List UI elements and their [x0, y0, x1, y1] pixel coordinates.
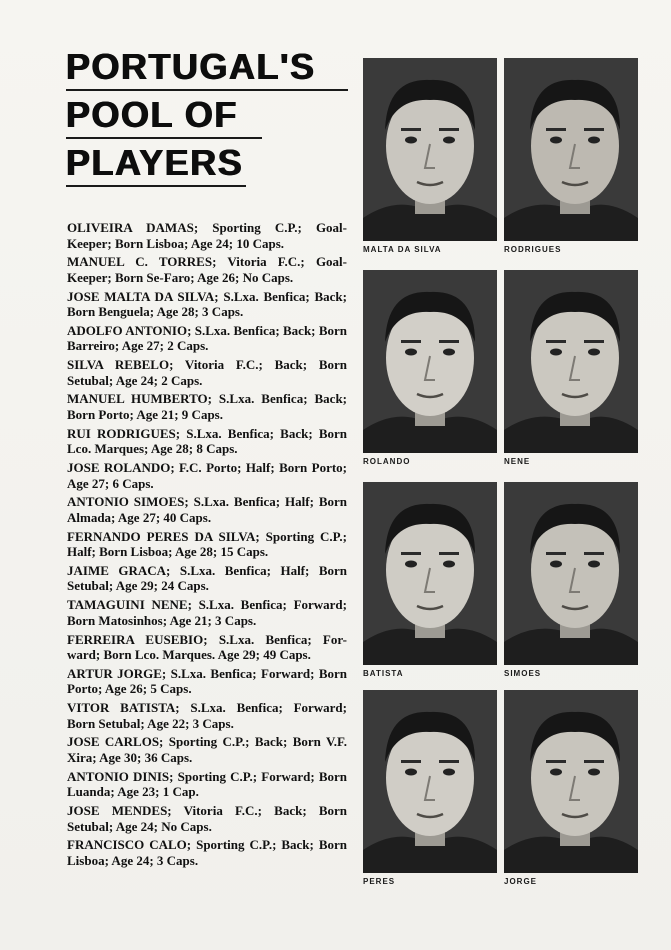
player-photo-card: [504, 58, 638, 254]
portrait-illustration: [363, 482, 497, 665]
player-list: [67, 220, 347, 872]
page-heading: [66, 48, 348, 192]
photo-caption: NENE: [504, 457, 531, 466]
player-photo: [504, 482, 638, 665]
eyebrow-shape: [401, 552, 421, 555]
player-entry: ADOLFO ANTONIO; S.Lxa. Benfica; Back; Born Barreiro; Age 27; 2 Caps.: [67, 322, 347, 354]
player-entry: JAIME GRACA; S.Lxa. Benfica; Half; Born Setubal; Age 29; 24 Caps.: [67, 562, 347, 594]
eye-shape: [588, 349, 600, 356]
eye-shape: [405, 769, 417, 776]
portrait-illustration: [363, 690, 497, 873]
eye-shape: [443, 561, 455, 568]
player-entry: MANUEL C. TORRES; Vitoria F.C.; Goal-Keeper; Born Se-Faro; Age 26; No Caps.: [67, 254, 347, 285]
photo-caption: BATISTA: [363, 669, 404, 678]
portrait-illustration: [504, 58, 638, 241]
player-entry: SILVA REBELO; Vitoria F.C.; Back; Born Setubal; Age 24; 2 Caps.: [67, 357, 347, 388]
photo-caption: MALTA DA SILVA: [363, 245, 442, 254]
player-photo-card: [363, 270, 497, 466]
player-entry: JOSE MALTA DA SILVA; S.Lxa. Benfica; Back; Born Benguela; Age 28; 3 Caps.: [67, 288, 347, 320]
eye-shape: [550, 561, 562, 568]
photo-caption: RODRIGUES: [504, 245, 562, 254]
heading-line-3: PLAYERS: [66, 142, 244, 183]
player-entry: JOSE CARLOS; Sporting C.P.; Back; Born V.F. Xira; Age 30; 36 Caps.: [67, 734, 347, 765]
eye-shape: [550, 137, 562, 144]
portrait-illustration: [363, 58, 497, 241]
eye-shape: [550, 769, 562, 776]
player-photo: [504, 270, 638, 453]
photo-caption: ROLANDO: [363, 457, 411, 466]
portrait-illustration: [504, 482, 638, 665]
eyebrow-shape: [401, 128, 421, 131]
eye-shape: [588, 137, 600, 144]
player-photo: [363, 58, 497, 241]
heading-rule-1: [66, 89, 348, 91]
eye-shape: [443, 137, 455, 144]
player-entry: ANTONIO SIMOES; S.Lxa. Benfica; Half; Born Almada; Age 27; 40 Caps.: [67, 494, 347, 525]
player-entry: JOSE ROLANDO; F.C. Porto; Half; Born Porto; Age 27; 6 Caps.: [67, 460, 347, 491]
player-photo: [363, 690, 497, 873]
player-entry: OLIVEIRA DAMAS; Sporting C.P.; Goal-Keeper; Born Lisboa; Age 24; 10 Caps.: [67, 220, 347, 251]
eyebrow-shape: [584, 760, 604, 763]
eye-shape: [443, 349, 455, 356]
player-photo: [504, 690, 638, 873]
player-entry: VITOR BATISTA; S.Lxa. Benfica; Forward; Born Setubal; Age 22; 3 Caps.: [67, 700, 347, 731]
player-entry: ARTUR JORGE; S.Lxa. Benfica; Forward; Born Porto; Age 26; 5 Caps.: [67, 665, 347, 697]
player-entry: FERREIRA EUSEBIO; S.Lxa. Benfica; For-ward; Born Lco. Marques. Age 29; 49 Caps.: [67, 631, 347, 663]
player-entry: RUI RODRIGUES; S.Lxa. Benfica; Back; Born Lco. Marques; Age 28; 8 Caps.: [67, 425, 347, 457]
eyebrow-shape: [439, 760, 459, 763]
player-photo-card: [504, 270, 638, 466]
eyebrow-shape: [401, 340, 421, 343]
eye-shape: [405, 349, 417, 356]
player-entry: MANUEL HUMBERTO; S.Lxa. Benfica; Back; Born Porto; Age 21; 9 Caps.: [67, 391, 347, 422]
portrait-illustration: [504, 690, 638, 873]
player-photo: [504, 58, 638, 241]
eyebrow-shape: [546, 760, 566, 763]
player-entry: JOSE MENDES; Vitoria F.C.; Back; Born Setubal; Age 24; No Caps.: [67, 803, 347, 834]
heading-line-1: PORTUGAL'S: [66, 46, 316, 87]
player-photo-card: [504, 690, 638, 886]
player-photo-card: [504, 482, 638, 678]
eyebrow-shape: [584, 128, 604, 131]
eye-shape: [588, 561, 600, 568]
portrait-illustration: [363, 270, 497, 453]
eye-shape: [443, 769, 455, 776]
photo-caption: PERES: [363, 877, 396, 886]
player-entry: TAMAGUINI NENE; S.Lxa. Benfica; Forward; Born Matosinhos; Age 21; 3 Caps.: [67, 597, 347, 628]
eyebrow-shape: [401, 760, 421, 763]
eyebrow-shape: [439, 128, 459, 131]
heading-rule-3: [66, 185, 246, 187]
eye-shape: [550, 349, 562, 356]
eyebrow-shape: [546, 552, 566, 555]
eye-shape: [588, 769, 600, 776]
eyebrow-shape: [439, 340, 459, 343]
photo-caption: JORGE: [504, 877, 538, 886]
heading-rule-2: [66, 137, 262, 139]
eye-shape: [405, 561, 417, 568]
eyebrow-shape: [584, 340, 604, 343]
player-entry: ANTONIO DINIS; Sporting C.P.; Forward; Born Luanda; Age 23; 1 Cap.: [67, 768, 347, 800]
player-photo-card: [363, 58, 497, 254]
eye-shape: [405, 137, 417, 144]
player-photo-card: [363, 690, 497, 886]
heading-line-2: POOL OF: [66, 94, 238, 135]
player-entry: FRANCISCO CALO; Sporting C.P.; Back; Born Lisboa; Age 24; 3 Caps.: [67, 837, 347, 868]
player-entry: FERNANDO PERES DA SILVA; Sporting C.P.; Half; Born Lisboa; Age 28; 15 Caps.: [67, 528, 347, 560]
photo-caption: SIMOES: [504, 669, 542, 678]
player-photo: [363, 270, 497, 453]
player-photo-card: [363, 482, 497, 678]
portrait-illustration: [504, 270, 638, 453]
eyebrow-shape: [546, 340, 566, 343]
eyebrow-shape: [546, 128, 566, 131]
eyebrow-shape: [439, 552, 459, 555]
player-photo: [363, 482, 497, 665]
eyebrow-shape: [584, 552, 604, 555]
